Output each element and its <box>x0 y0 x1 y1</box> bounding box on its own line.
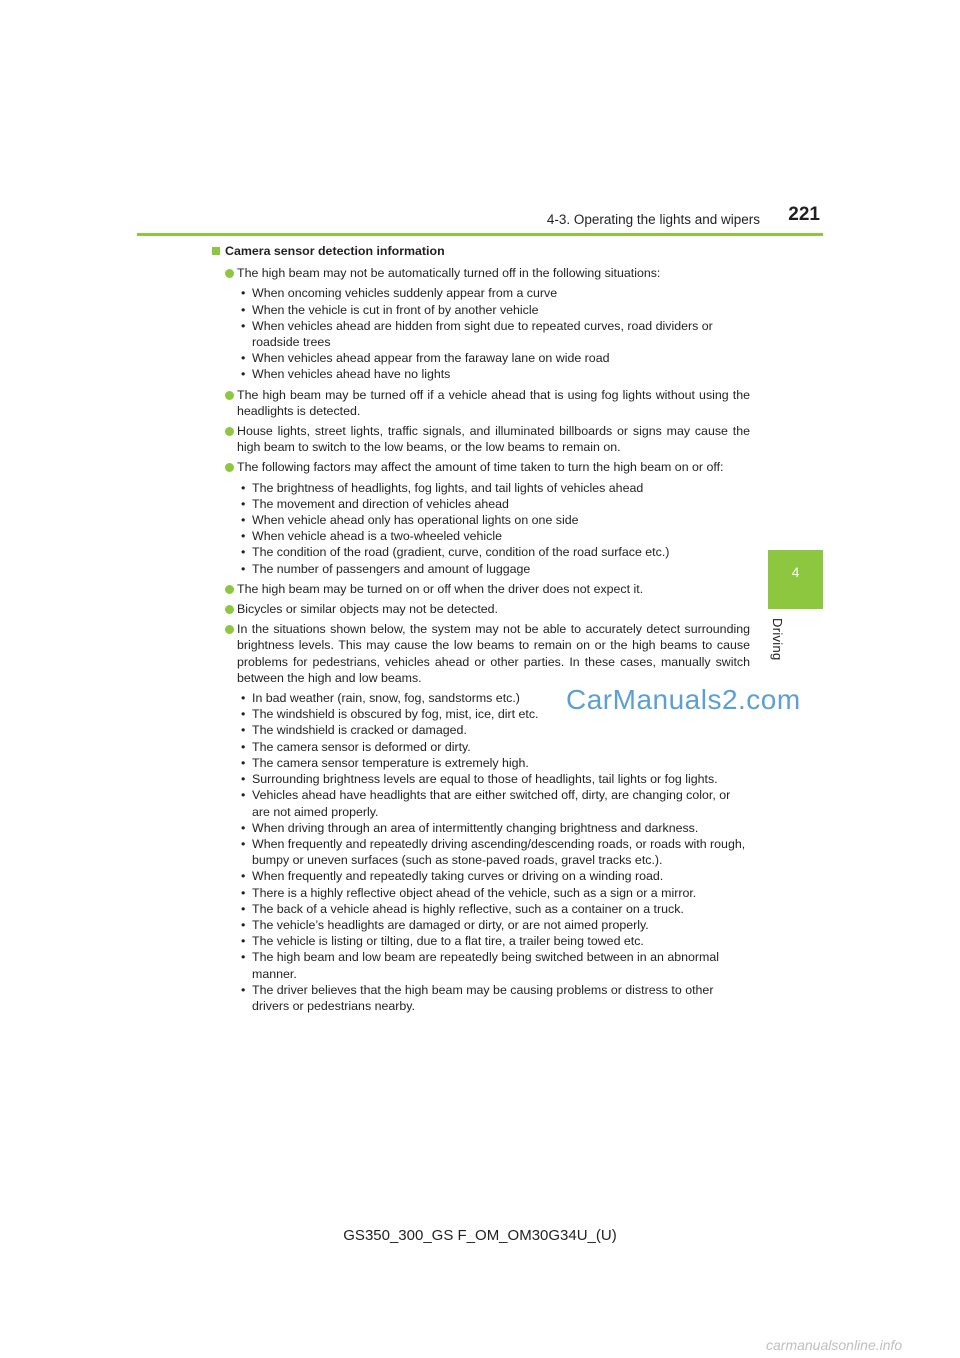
round-bullet-icon <box>225 605 234 614</box>
list-item <box>241 836 750 868</box>
bullet-icon: • <box>241 788 246 803</box>
list-item <box>241 739 750 755</box>
list-item-text: The vehicle is listing or tilting, due to a flat tire, a trailer being towed etc. <box>252 934 644 949</box>
list-item-text: When frequently and repeatedly taking curves or driving on a winding road. <box>252 869 664 884</box>
sub-list <box>212 480 750 577</box>
paragraph-list <box>212 265 750 1014</box>
list-item <box>241 901 750 917</box>
paragraph <box>212 423 750 455</box>
list-item-text: The high beam and low beam are repeatedly being switched between in an abnormal manner. <box>252 950 720 981</box>
header-divider <box>137 233 823 236</box>
bullet-icon: • <box>241 755 246 770</box>
sub-list <box>212 285 750 382</box>
sub-list <box>212 690 750 1014</box>
list-item-text: In bad weather (rain, snow, fog, sandstorms etc.) <box>252 691 520 706</box>
paragraph-text: Bicycles or similar objects may not be detected. <box>237 602 499 617</box>
bullet-icon: • <box>241 772 246 787</box>
list-item <box>241 350 750 366</box>
list-item-text: When driving through an area of intermittently changing brightness and darkness. <box>252 820 699 835</box>
list-item-text: The camera sensor temperature is extremely high. <box>252 755 529 770</box>
list-item <box>241 366 750 382</box>
page-header <box>225 204 822 234</box>
list-item-text: When oncoming vehicles suddenly appear from a curve <box>252 286 558 301</box>
list-item-text: When frequently and repeatedly driving ascending/descending roads, or roads with rough, bumpy or uneven surfaces (such as stone-paved roads, gravel tracks etc.). <box>252 836 746 868</box>
square-bullet-icon <box>212 247 220 255</box>
round-bullet-icon <box>225 463 234 472</box>
paragraph <box>212 387 750 419</box>
bullet-icon: • <box>241 917 246 932</box>
section-title <box>212 243 750 259</box>
list-item-text: When vehicle ahead is a two-wheeled vehicle <box>252 529 503 544</box>
paragraph-text: The high beam may not be automatically turned off in the following situations: <box>237 266 661 281</box>
bullet-icon: • <box>241 707 246 722</box>
section-heading: 4-3. Operating the lights and wipers <box>546 212 760 227</box>
list-item-text: When vehicle ahead only has operational lights on one side <box>252 513 579 528</box>
list-item <box>241 949 750 981</box>
list-item <box>241 787 750 819</box>
list-item <box>241 933 750 949</box>
bullet-icon: • <box>241 367 246 382</box>
bullet-icon: • <box>241 820 246 835</box>
list-item-text: When vehicles ahead appear from the faraway lane on wide road <box>252 351 610 366</box>
list-item-text: The windshield is cracked or damaged. <box>252 723 467 738</box>
paragraph-text: House lights, street lights, traffic signals, and illuminated billboards or signs may cause the high beam to switch to the low beams, or the low beams to remain on. <box>237 424 750 455</box>
paragraph <box>212 459 750 475</box>
list-item <box>241 480 750 496</box>
list-item-text: When vehicles ahead have no lights <box>252 367 451 382</box>
list-item-text: Vehicles ahead have headlights that are either switched off, dirty, are changing color, or are not aimed properly. <box>252 788 731 819</box>
bullet-icon: • <box>241 561 246 576</box>
list-item <box>241 868 750 884</box>
paragraph-text: The following factors may affect the amount of time taken to turn the high beam on or off: <box>237 460 724 475</box>
watermark-logo: CarManuals2.com <box>566 684 801 715</box>
bullet-icon: • <box>241 950 246 965</box>
list-item <box>241 544 750 560</box>
paragraph-text: The high beam may be turned on or off when the driver does not expect it. <box>237 581 644 596</box>
list-item-text: The back of a vehicle ahead is highly reflective, such as a container on a truck. <box>252 901 684 916</box>
paragraph <box>212 265 750 281</box>
list-item <box>241 302 750 318</box>
bullet-icon: • <box>241 901 246 916</box>
paragraph <box>212 581 750 597</box>
list-item <box>241 318 750 350</box>
bullet-icon: • <box>241 496 246 511</box>
list-item-text: When the vehicle is cut in front of by another vehicle <box>252 302 539 317</box>
page-content <box>212 243 750 1018</box>
chapter-label: Driving <box>770 618 785 661</box>
page-number: 221 <box>788 204 820 225</box>
list-item <box>241 820 750 836</box>
bullet-icon: • <box>241 869 246 884</box>
list-item <box>241 982 750 1014</box>
round-bullet-icon <box>225 391 234 400</box>
bullet-icon: • <box>241 318 246 333</box>
bullet-icon: • <box>241 836 246 851</box>
list-item <box>241 722 750 738</box>
paragraph <box>212 621 750 686</box>
list-item-text: The movement and direction of vehicles ahead <box>252 496 509 511</box>
paragraph-text: The high beam may be turned off if a vehicle ahead that is using fog lights without using the headlights is detected. <box>237 387 750 418</box>
list-item <box>241 771 750 787</box>
bullet-icon: • <box>241 982 246 997</box>
list-item-text: The windshield is obscured by fog, mist, ice, dirt etc. <box>252 707 539 722</box>
list-item-text: The number of passengers and amount of luggage <box>252 561 531 576</box>
bullet-icon: • <box>241 691 246 706</box>
list-item-text: The vehicle’s headlights are damaged or dirty, or are not aimed properly. <box>252 917 649 932</box>
list-item-text: The driver believes that the high beam may be causing problems or distress to other drivers or pedestrians nearby. <box>252 982 714 1013</box>
paragraph <box>212 601 750 617</box>
list-item <box>241 561 750 577</box>
paragraph-text: In the situations shown below, the system may not be able to accurately detect surrounding brightness levels. This may cause the low beams to remain on or the high beams to cause problems for pedestrians, vehicles ahead or other parties. In these cases, manually switch between the high and low beams. <box>237 622 750 685</box>
bullet-icon: • <box>241 351 246 366</box>
chapter-tab <box>768 550 823 609</box>
list-item-text: When vehicles ahead are hidden from sight due to repeated curves, road dividers or roadside trees <box>252 318 713 350</box>
list-item <box>241 285 750 301</box>
chapter-number: 4 <box>791 564 800 580</box>
list-item-text: The camera sensor is deformed or dirty. <box>252 739 471 754</box>
round-bullet-icon <box>225 625 234 634</box>
footer-code: GS350_300_GS F_OM_OM30G34U_(U) <box>343 1227 617 1244</box>
bullet-icon: • <box>241 885 246 900</box>
round-bullet-icon <box>225 427 234 436</box>
list-item <box>241 528 750 544</box>
bullet-icon: • <box>241 286 246 301</box>
bullet-icon: • <box>241 529 246 544</box>
list-item <box>241 496 750 512</box>
bullet-icon: • <box>241 513 246 528</box>
list-item-text: There is a highly reflective object ahead of the vehicle, such as a sign or a mirror. <box>252 885 697 900</box>
list-item-text: The brightness of headlights, fog lights, and tail lights of vehicles ahead <box>252 480 644 495</box>
bullet-icon: • <box>241 302 246 317</box>
section-title-text: Camera sensor detection information <box>225 244 445 258</box>
list-item <box>241 917 750 933</box>
bullet-icon: • <box>241 723 246 738</box>
list-item <box>241 885 750 901</box>
bullet-icon: • <box>241 480 246 495</box>
bullet-icon: • <box>241 739 246 754</box>
list-item <box>241 755 750 771</box>
bottom-watermark: carmanualsonline.info <box>766 1337 903 1353</box>
round-bullet-icon <box>225 269 234 278</box>
list-item <box>241 512 750 528</box>
round-bullet-icon <box>225 585 234 594</box>
bullet-icon: • <box>241 934 246 949</box>
list-item-text: Surrounding brightness levels are equal to those of headlights, tail lights or fog lights. <box>252 772 718 787</box>
bullet-icon: • <box>241 545 246 560</box>
list-item-text: The condition of the road (gradient, curve, condition of the road surface etc.) <box>252 545 670 560</box>
